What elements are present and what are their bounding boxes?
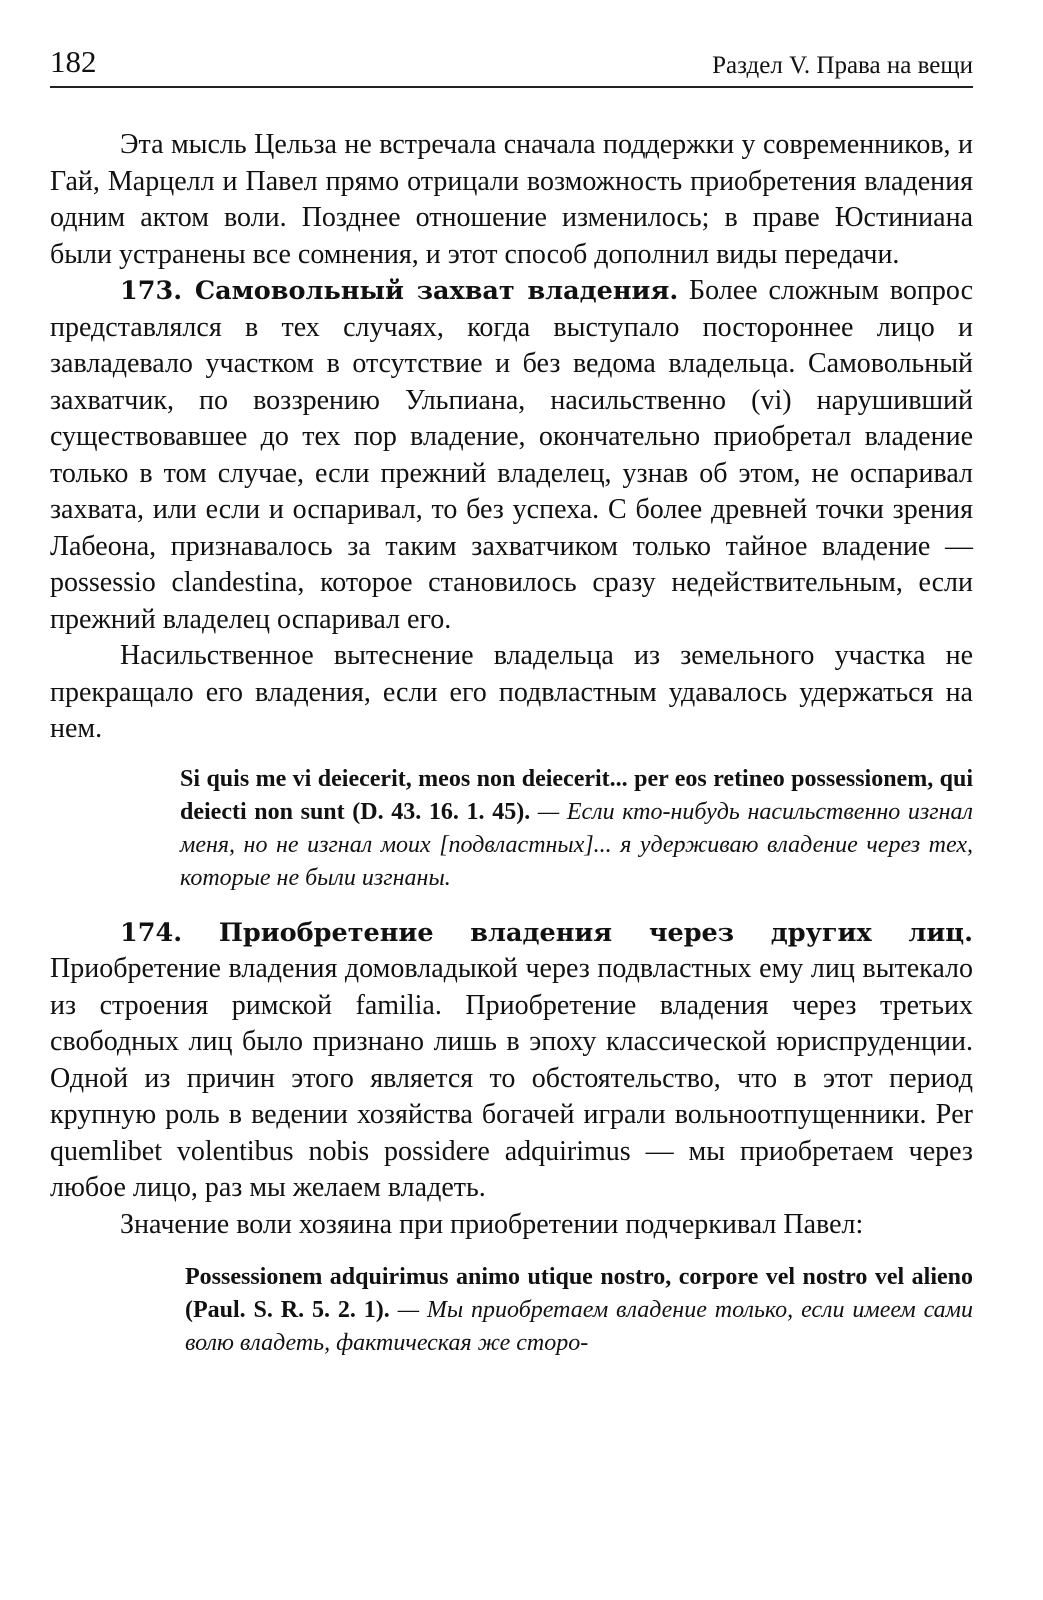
paragraph-174: [50, 915, 973, 1207]
quote-paul: [50, 1261, 973, 1360]
page-number: 182: [50, 44, 97, 79]
paragraph-paul-intro: Значение воли хозяина при приобретении подчеркивал Павел:: [120, 1208, 864, 1240]
quote-digest-latin: Si quis me vi deiecerit, meos non deiecerit... per eos retineo possessionem, qui deiecti non sunt (D. 43. 16. 1. 45).: [180, 765, 973, 825]
paragraph-173-text: Более сложным вопрос представлялся в тех случаях, когда выступало постороннее лицо и завладевало участком в отсутствие и без ведома владельца. Самовольный захватчик, по воззрению Ульпиана, насильственно (vi) нарушивший существовавшее до тех пор владение, окончательно приобретал владение только в том случае, если прежний владелец, узнав об этом, не оспаривал захвата, или если и оспаривал, то без успеха. С более древней точки зрения Лабеона, признавалось за таким захватчиком только тайное владение — possessio clandestina, которое становилось сразу недействительным, если прежний владелец оспаривал его.: [50, 275, 973, 635]
quote-paul-latin: Possessionem adquirimus animo utique nostro, corpore vel nostro vel alieno (Paul. S. R. 5. 2. 1).: [185, 1264, 973, 1323]
paragraph-violent-eviction: Насильственное вытеснение владельца из земельного участка не прекращало его владения, если его подвластным удавалось удержаться на нем.: [50, 640, 973, 744]
quote-digest-translation: — Если кто-нибудь насильственно изгнал меня, но не изгнал моих [подвластных]... я удерживаю владение через тех, которые не были изгнаны.: [180, 798, 973, 891]
section-heading-174: 174. Приобретение владения через других лиц.: [120, 917, 973, 948]
quote-digest: [50, 763, 973, 895]
section-heading-173: 173. Самовольный захват владения.: [120, 276, 679, 306]
running-head: [50, 40, 973, 88]
section-title: Раздел V. Права на вещи: [712, 52, 973, 79]
paragraph-173: [50, 273, 973, 638]
paragraph-174-text: Приобретение владения домовладыкой через подвластных ему лиц вытекало из строения римской familia. Приобретение владения через третьих свободных лиц было признано лишь в эпоху классической юриспруденции. Одной из причин этого является то обстоятельство, что в этот период крупную роль в ведении хозяйства богачей играли вольноотпущенники. Per quemlibet volentibus nobis possidere adquirimus — мы приобретаем через любое лицо, раз мы желаем владеть.: [50, 953, 973, 1203]
quote-paul-translation: — Мы приобретаем владение только, если имеем сами волю владеть, фактическая же сторо-: [185, 1297, 973, 1356]
paragraph-celsus: Эта мысль Цельза не встречала сначала поддержки у современников, и Гай, Марцелл и Павел прямо отрицали возможность приобретения владения одним актом воли. Позднее отношение изменилось; в праве Юстиниана были устранены все сомнения, и этот способ дополнил виды передачи.: [50, 129, 973, 270]
page-body: [50, 127, 973, 1380]
